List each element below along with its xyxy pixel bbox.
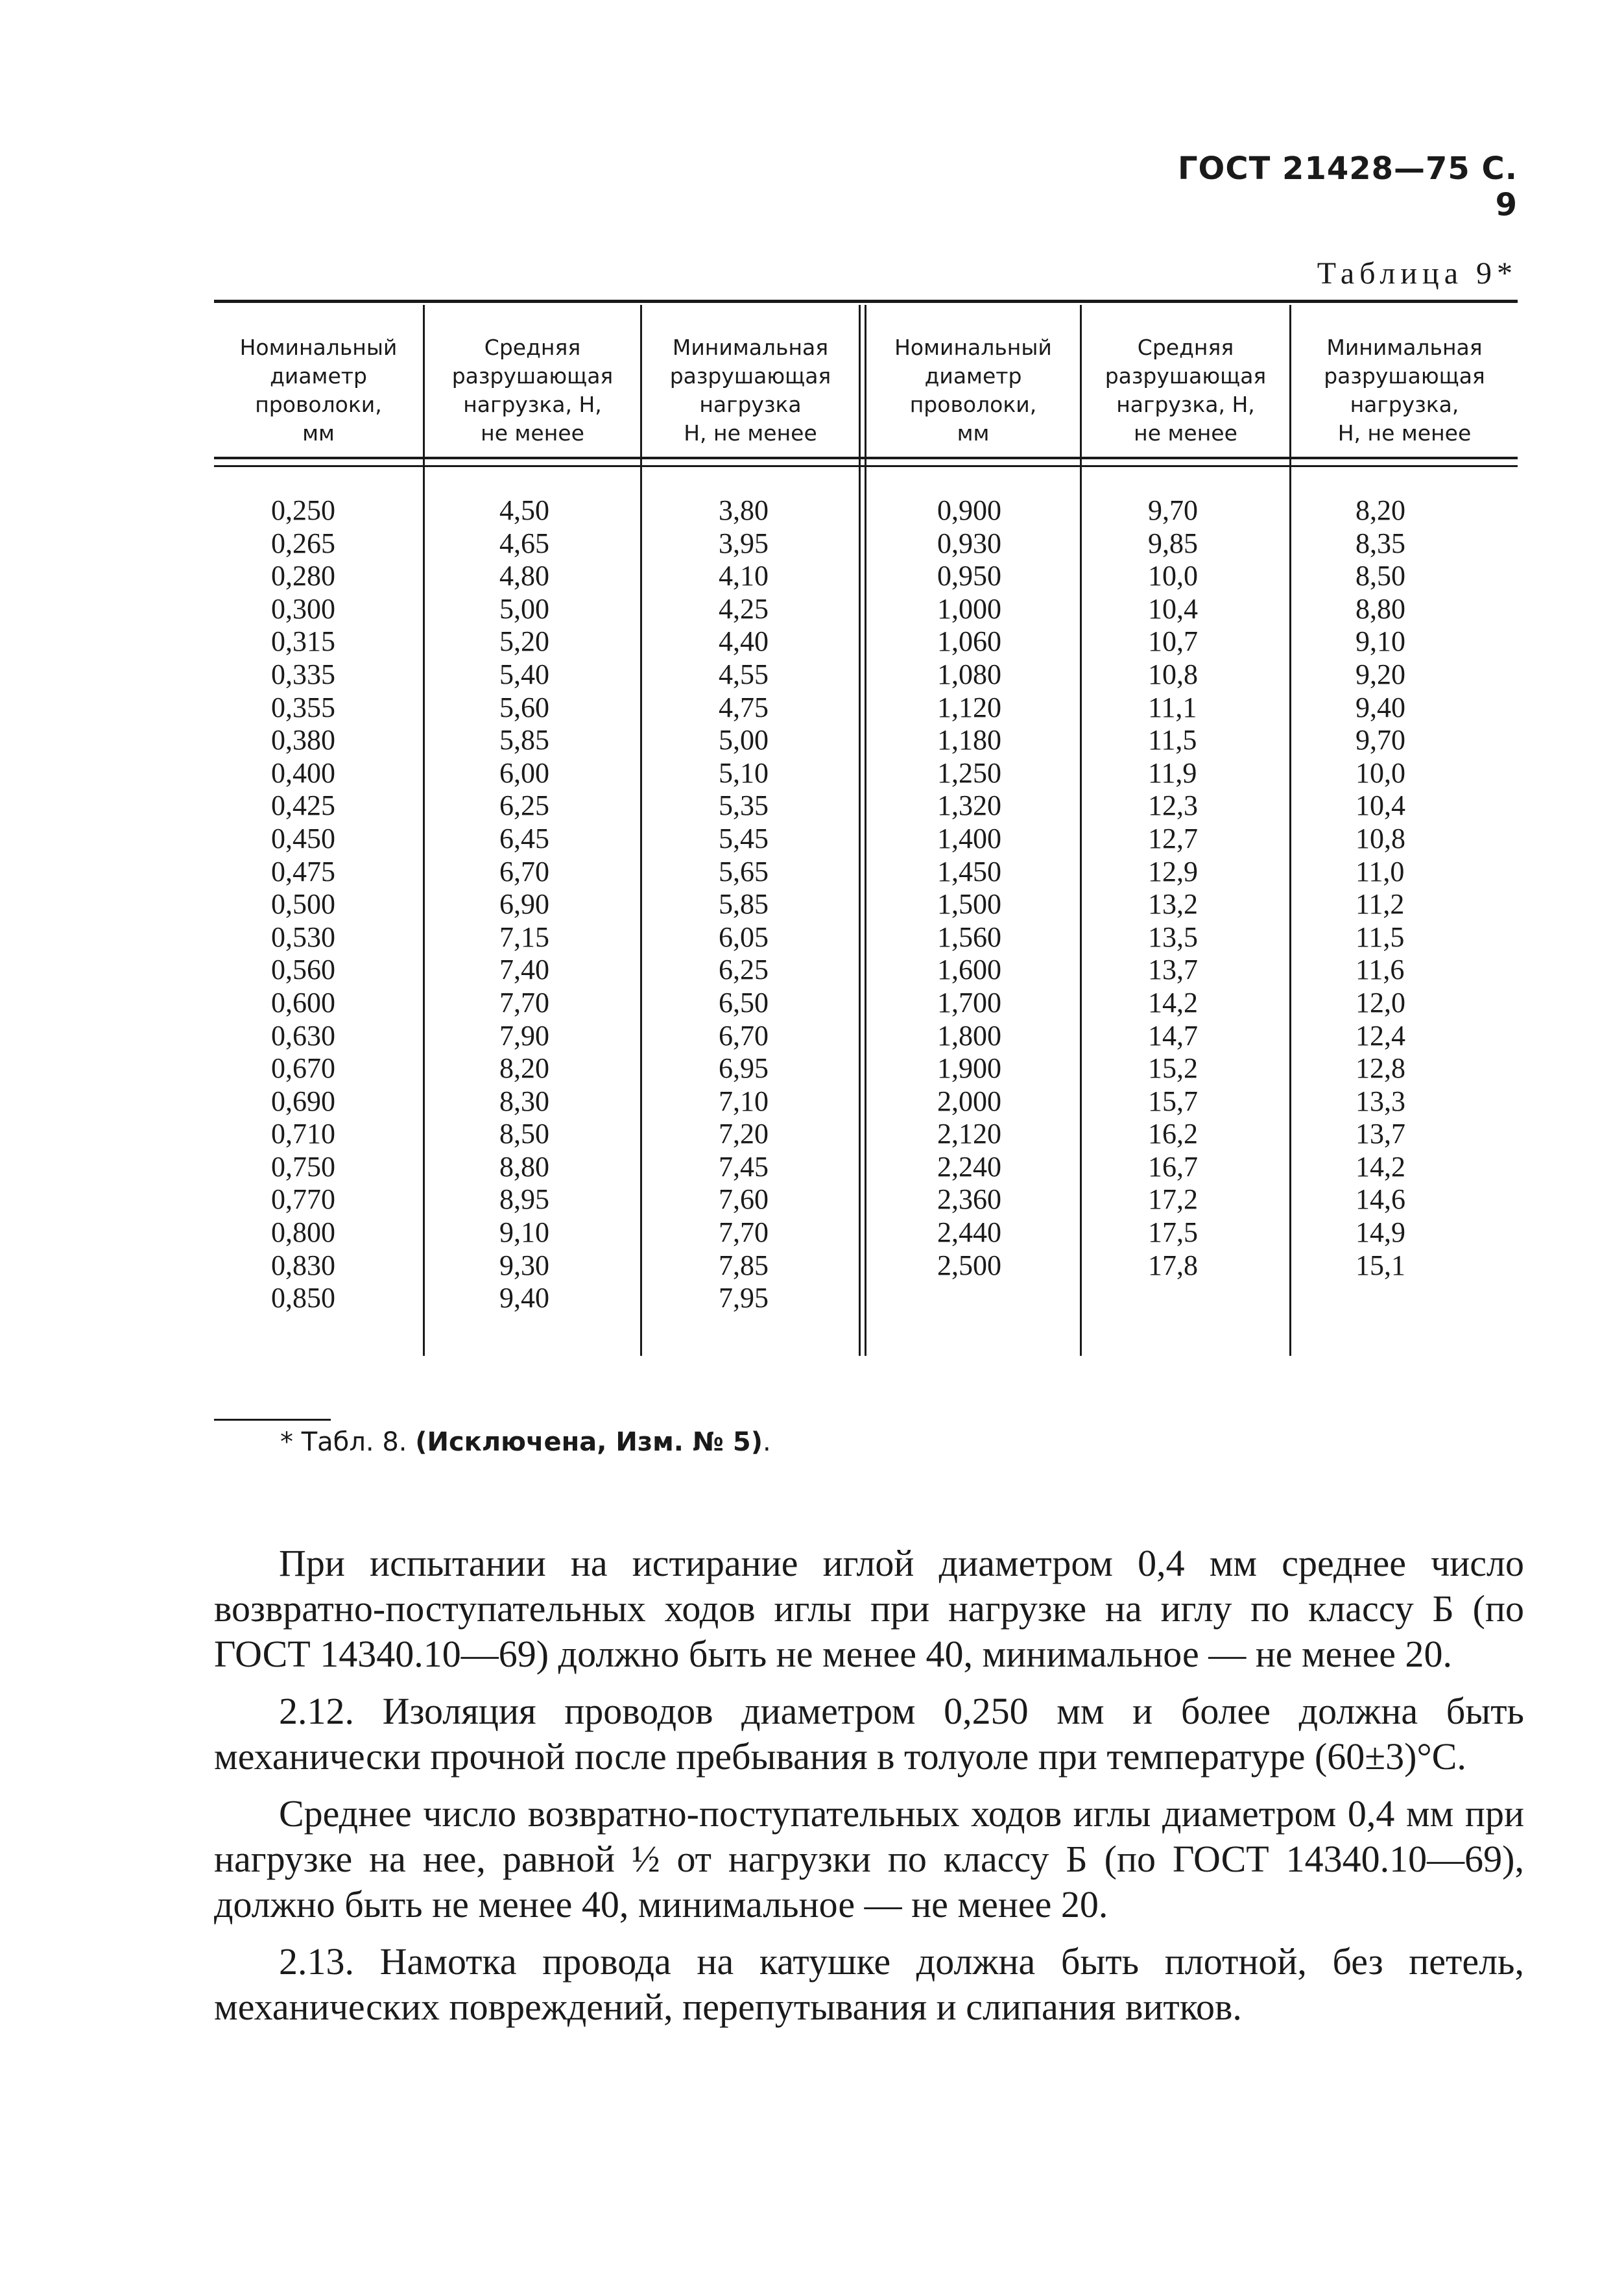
table-cell: 2,360: [937, 1183, 1001, 1216]
table-cell: 8,35: [1355, 527, 1405, 559]
column-values-nominal-diameter-2: [937, 494, 1001, 1282]
table-cell: 14,2: [1355, 1150, 1405, 1183]
body-text: [214, 1541, 1524, 2042]
table-cell: 14,2: [1148, 986, 1198, 1019]
table-cell: 5,85: [719, 888, 769, 921]
table-cell: 7,15: [499, 921, 549, 953]
table-cell: 4,75: [719, 691, 769, 723]
table-cell: 9,70: [1148, 494, 1198, 526]
table-cell: 1,320: [937, 790, 1001, 822]
table-cell: 12,0: [1355, 986, 1405, 1019]
table-cell: 0,630: [271, 1019, 335, 1052]
column-divider: [423, 305, 425, 1356]
table-cell: 0,670: [271, 1052, 335, 1085]
table-cell: 9,40: [499, 1282, 549, 1314]
table-cell: 7,70: [719, 1216, 769, 1249]
table-cell: 6,50: [719, 986, 769, 1019]
table-cell: 4,65: [499, 527, 549, 559]
table-cell: 1,000: [937, 592, 1001, 625]
table-cell: 13,7: [1148, 954, 1198, 986]
table-cell: 7,95: [719, 1282, 769, 1314]
table-cell: 0,500: [271, 888, 335, 921]
column-divider: [1289, 305, 1291, 1356]
table-cell: 17,2: [1148, 1183, 1198, 1216]
column-header-nominal-diameter: Номинальный диаметр проволоки, мм: [239, 335, 398, 446]
table-cell: 16,2: [1148, 1118, 1198, 1150]
table-cell: 0,265: [271, 527, 335, 559]
table-cell: 11,6: [1355, 954, 1405, 986]
column-divider-double-left: [859, 305, 861, 1356]
table-cell: 0,850: [271, 1282, 335, 1314]
column-divider: [1080, 305, 1082, 1356]
table-cell: 10,4: [1355, 790, 1405, 822]
footnote-prefix: * Табл. 8.: [280, 1427, 416, 1457]
table-cell: 9,85: [1148, 527, 1198, 559]
table-cell: 7,10: [719, 1085, 769, 1117]
table-cell: 7,70: [499, 986, 549, 1019]
table-cell: 15,2: [1148, 1052, 1198, 1085]
breaking-load-table: [214, 300, 1518, 1357]
table-cell: 6,90: [499, 888, 549, 921]
table-cell: 0,900: [937, 494, 1001, 526]
table-cell: 13,3: [1355, 1085, 1405, 1117]
table-cell: 4,10: [719, 560, 769, 592]
table-cell: 7,45: [719, 1150, 769, 1183]
column-values-nominal-diameter: [271, 494, 335, 1315]
table-cell: 0,950: [937, 560, 1001, 592]
table-cell: 6,25: [719, 954, 769, 986]
table-cell: 10,7: [1148, 625, 1198, 658]
table-cell: 2,120: [937, 1118, 1001, 1150]
table-cell: 1,900: [937, 1052, 1001, 1085]
table-cell: 4,50: [499, 494, 549, 526]
table-cell: 5,00: [499, 592, 549, 625]
table-top-rule: [214, 300, 1518, 303]
table-cell: 0,930: [937, 527, 1001, 559]
table-cell: 12,4: [1355, 1019, 1405, 1052]
table-cell: 10,0: [1148, 560, 1198, 592]
table-cell: 0,770: [271, 1183, 335, 1216]
column-divider: [640, 305, 642, 1356]
table-cell: 3,95: [719, 527, 769, 559]
table-cell: 13,2: [1148, 888, 1198, 921]
table-cell: 5,35: [719, 790, 769, 822]
table-cell: 9,20: [1355, 658, 1405, 690]
table-cell: 3,80: [719, 494, 769, 526]
table-cell: 12,7: [1148, 822, 1198, 854]
table-cell: 6,45: [499, 822, 549, 854]
table-cell: 11,5: [1355, 921, 1405, 953]
paragraph-2-12: 2.12. Изоляция проводов диаметром 0,250 мм и более должна быть механически прочной после пребывания в толуоле при температуре (60±3)°С.: [214, 1690, 1524, 1778]
table-cell: 1,700: [937, 986, 1001, 1019]
table-cell: 1,600: [937, 954, 1001, 986]
table-cell: 7,90: [499, 1019, 549, 1052]
table-cell: 1,120: [937, 691, 1001, 723]
table-cell: 8,80: [1355, 592, 1405, 625]
table-cell: 7,60: [719, 1183, 769, 1216]
table-cell: 16,7: [1148, 1150, 1198, 1183]
table-cell: 9,40: [1355, 691, 1405, 723]
table-cell: 14,7: [1148, 1019, 1198, 1052]
table-cell: 1,060: [937, 625, 1001, 658]
table-cell: 0,400: [271, 756, 335, 789]
table-cell: 0,300: [271, 592, 335, 625]
column-values-average-load: [499, 494, 549, 1315]
table-cell: 5,45: [719, 822, 769, 854]
table-cell: 4,80: [499, 560, 549, 592]
table-cell: 6,00: [499, 756, 549, 789]
table-cell: 0,530: [271, 921, 335, 953]
table-cell: 0,450: [271, 822, 335, 854]
table-cell: 1,180: [937, 724, 1001, 756]
table-cell: 0,315: [271, 625, 335, 658]
table-cell: 0,800: [271, 1216, 335, 1249]
table-cell: 15,1: [1355, 1249, 1405, 1281]
table-cell: 9,30: [499, 1249, 549, 1281]
table-cell: 0,380: [271, 724, 335, 756]
table-cell: 8,20: [1355, 494, 1405, 526]
table-cell: 7,40: [499, 954, 549, 986]
column-header-minimum-breaking-load: Минимальная разрушающая нагрузка Н, не менее: [669, 335, 831, 446]
table-cell: 10,4: [1148, 592, 1198, 625]
table-cell: 11,2: [1355, 888, 1405, 921]
footnote-note: (Исключена, Изм. № 5): [415, 1427, 763, 1457]
table-cell: 1,250: [937, 756, 1001, 789]
table-cell: 9,10: [1355, 625, 1405, 658]
page-header-standard-ref: ГОСТ 21428—75 С. 9: [1177, 151, 1518, 223]
table-cell: 4,40: [719, 625, 769, 658]
table-cell: 14,9: [1355, 1216, 1405, 1249]
table-cell: 11,1: [1148, 691, 1197, 723]
table-cell: 1,500: [937, 888, 1001, 921]
table-cell: 1,450: [937, 855, 1001, 887]
table-cell: 1,560: [937, 921, 1001, 953]
table-cell: 10,8: [1355, 822, 1405, 854]
table-cell: 10,8: [1148, 658, 1198, 690]
table-cell: 5,60: [499, 691, 549, 723]
paragraph-abrasion-test: При испытании на истирание иглой диаметром 0,4 мм среднее число возвратно-поступательных ходов иглы при нагрузке на иглу по классу Б (по ГОСТ 14340.10—69) должно быть не менее 40, минимальное — не менее 20.: [214, 1542, 1524, 1675]
table-cell: 2,240: [937, 1150, 1001, 1183]
table-cell: 2,440: [937, 1216, 1001, 1249]
table-cell: 15,7: [1148, 1085, 1198, 1117]
table-cell: 0,830: [271, 1249, 335, 1281]
table-cell: 1,800: [937, 1019, 1001, 1052]
footnote-suffix: .: [763, 1427, 771, 1457]
table-cell: 7,85: [719, 1249, 769, 1281]
table-cell: 12,3: [1148, 790, 1198, 822]
table-cell: 0,425: [271, 790, 335, 822]
table-cell: 1,400: [937, 822, 1001, 854]
table-cell: 5,40: [499, 658, 549, 690]
table-cell: 8,50: [499, 1118, 549, 1150]
table-cell: 2,000: [937, 1085, 1001, 1117]
table-cell: 4,55: [719, 658, 769, 690]
table-cell: 0,335: [271, 658, 335, 690]
table-cell: 9,70: [1355, 724, 1405, 756]
table-cell: 0,475: [271, 855, 335, 887]
table-cell: 13,5: [1148, 921, 1198, 953]
column-values-minimum-load-2: [1355, 494, 1405, 1282]
table-cell: 5,20: [499, 625, 549, 658]
table-cell: 17,8: [1148, 1249, 1198, 1281]
table-cell: 4,25: [719, 592, 769, 625]
column-values-minimum-load: [719, 494, 769, 1315]
table-cell: 0,560: [271, 954, 335, 986]
table-cell: 8,30: [499, 1085, 549, 1117]
table-cell: 12,8: [1355, 1052, 1405, 1085]
table-cell: 0,280: [271, 560, 335, 592]
table-cell: 0,600: [271, 986, 335, 1019]
table-cell: 2,500: [937, 1249, 1001, 1281]
table-cell: 6,70: [499, 855, 549, 887]
table-cell: 8,80: [499, 1150, 549, 1183]
table-cell: 11,9: [1148, 756, 1197, 789]
table-cell: 9,10: [499, 1216, 549, 1249]
column-header-nominal-diameter-2: Номинальный диаметр проволоки, мм: [894, 335, 1052, 446]
paragraph-needle-strokes: Среднее число возвратно-поступательных ходов иглы диаметром 0,4 мм при нагрузке на нее, равной ½ от нагрузки по классу Б (по ГОСТ 14340.10—69), должно быть не менее 40, минимальное — не менее 20.: [214, 1792, 1524, 1925]
table-cell: 10,0: [1355, 756, 1405, 789]
table-cell: 0,355: [271, 691, 335, 723]
footnote: [280, 1427, 771, 1457]
table-cell: 0,750: [271, 1150, 335, 1183]
table-cell: 0,250: [271, 494, 335, 526]
table-cell: 11,0: [1355, 855, 1405, 887]
table-cell: 8,95: [499, 1183, 549, 1216]
column-divider-double-right: [865, 305, 866, 1356]
table-title: Таблица 9*: [1317, 256, 1518, 291]
table-cell: 0,710: [271, 1118, 335, 1150]
column-header-average-breaking-load: Средняя разрушающая нагрузка, Н, не менее: [451, 335, 614, 446]
table-cell: 1,080: [937, 658, 1001, 690]
paragraph-2-13: 2.13. Намотка провода на катушке должна быть плотной, без петель, механических повреждений, перепутывания и слипания витков.: [214, 1940, 1524, 2028]
table-cell: 7,20: [719, 1118, 769, 1150]
table-cell: 12,9: [1148, 855, 1198, 887]
footnote-divider: [214, 1419, 331, 1421]
table-cell: 14,6: [1355, 1183, 1405, 1216]
column-values-average-load-2: [1148, 494, 1198, 1282]
table-cell: 5,00: [719, 724, 769, 756]
table-cell: 6,25: [499, 790, 549, 822]
table-cell: 8,20: [499, 1052, 549, 1085]
table-cell: 6,05: [719, 921, 769, 953]
table-cell: 11,5: [1148, 724, 1197, 756]
table-cell: 5,65: [719, 855, 769, 887]
column-header-minimum-breaking-load-2: Минимальная разрушающая нагрузка, Н, не менее: [1324, 335, 1485, 446]
table-cell: 5,85: [499, 724, 549, 756]
table-cell: 5,10: [719, 756, 769, 789]
table-cell: 8,50: [1355, 560, 1405, 592]
table-cell: 0,690: [271, 1085, 335, 1117]
table-cell: 17,5: [1148, 1216, 1198, 1249]
column-header-average-breaking-load-2: Средняя разрушающая нагрузка, Н, не менее: [1105, 335, 1267, 446]
table-cell: 13,7: [1355, 1118, 1405, 1150]
table-cell: 6,70: [719, 1019, 769, 1052]
table-cell: 6,95: [719, 1052, 769, 1085]
